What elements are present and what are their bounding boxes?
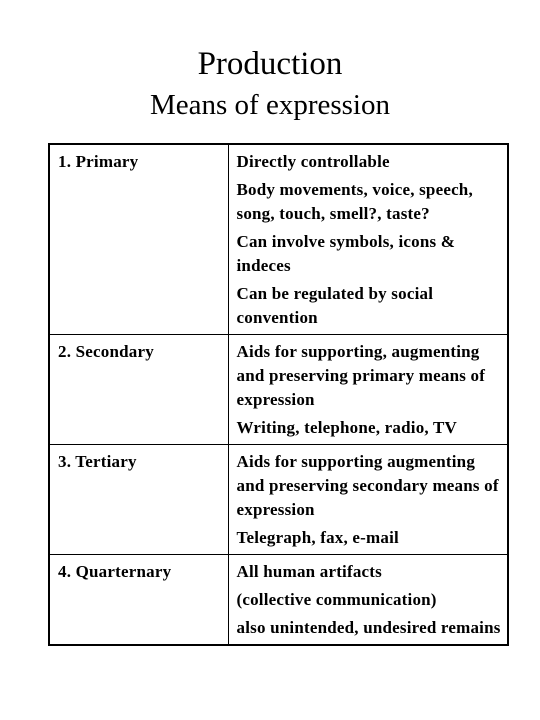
means-of-expression-table [48,143,509,646]
description-line: Can involve symbols, icons & indeces [236,232,456,275]
table-row-tertiary [49,445,508,555]
description-line: Body movements, voice, speech, song, touch, smell?, taste? [236,180,473,223]
table-row-secondary [49,335,508,445]
description-cell [228,445,508,555]
description-line: also unintended, undesired remains [236,618,501,637]
table-row-primary [49,144,508,335]
level-cell: 4. Quarternary [49,555,228,646]
description-line: Can be regulated by social convention [236,284,434,327]
description-line: (collective communication) [236,590,437,609]
description-line: All human artifacts [236,562,382,581]
level-cell: 2. Secondary [49,335,228,445]
description-cell [228,144,508,335]
level-cell: 3. Tertiary [49,445,228,555]
description-line: Aids for supporting augmenting and preserving secondary means of expression [236,452,499,519]
table-row-quarternary [49,555,508,646]
page-subtitle: Means of expression [149,89,390,121]
description-line: Writing, telephone, radio, TV [236,418,458,437]
description-line: Aids for supporting, augmenting and preserving primary means of expression [236,342,486,409]
level-cell: 1. Primary [49,144,228,335]
description-line: Telegraph, fax, e-mail [236,528,399,547]
description-cell [228,335,508,445]
description-cell [228,555,508,646]
description-line: Directly controllable [236,152,390,171]
page-title: Production [197,46,343,82]
